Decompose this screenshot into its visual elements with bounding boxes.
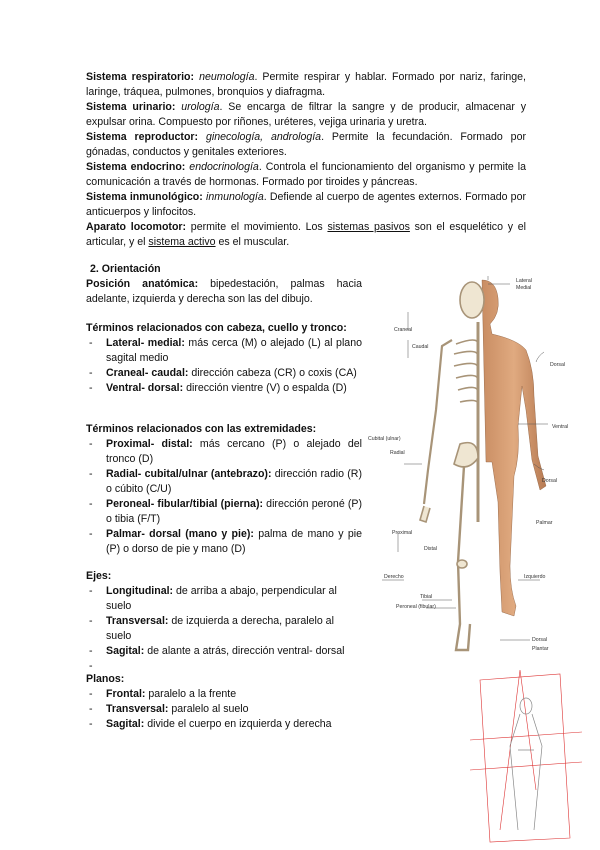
system-name: Sistema respiratorio: (86, 71, 195, 83)
system-text: . Controla el funcionamiento del organismo y permite la comunicación a través de hormonas. Formado por tiroides y páncreas. (86, 161, 527, 189)
pos-label: Posición anatómica: (86, 278, 199, 290)
list-item (86, 717, 362, 732)
term-text: dirección radio (R) o cúbito (C/U) (106, 468, 362, 496)
label-tibial: Tibial (420, 594, 433, 600)
term: Frontal: (106, 688, 146, 700)
term-text: de alante a atrás, dirección ventral- dorsal (144, 645, 345, 658)
system-text: . Se encarga de filtrar la sangre y de producir, almacenar y expulsar orina. Compuesto por riñones, uréteres, vejiga urinaria y uretra. (86, 101, 526, 129)
term-text: dirección cabeza (CR) o coxis (CA) (188, 367, 357, 380)
locomotor-text-1: permite el movimiento. Los (186, 221, 328, 233)
term: Sagital: (106, 718, 145, 731)
plane-body-outline (510, 698, 542, 830)
term-text: dirección vientre (V) o espalda (D) (183, 382, 347, 395)
planes-list (86, 687, 362, 732)
list-item (86, 366, 362, 381)
system-respiratorio (86, 70, 526, 100)
system-text: . Permite la fecundación. Formado por gónadas, conductos y genitales exteriores. (86, 131, 526, 159)
label-palmar: Palmar (536, 520, 553, 526)
term-text: de arriba a abajo, perpendicular al suelo (106, 585, 337, 613)
term: Radial- cubital/ulnar (antebrazo): (106, 468, 272, 481)
label-radial: Radial (390, 450, 405, 456)
term: Craneal- caudal: (106, 367, 189, 380)
plane-lines (470, 670, 582, 842)
term-text: palma de mano y pie (P) o dorso de pie y mano (D) (106, 528, 362, 556)
term: Proximal- distal: (106, 438, 193, 450)
system-name: Sistema reproductor: (86, 131, 199, 143)
term-text: más cerca (M) o alejado (L) al plano sagital medio (106, 337, 362, 365)
list-item (86, 336, 362, 366)
list-item (86, 467, 362, 497)
term-text: divide el cuerpo en izquierda y derecha (144, 718, 332, 731)
pos-text: bipedestación, palmas hacia adelante, izquierda y derecha son las del dibujo. (86, 278, 362, 306)
label-derecho: Derecho (384, 574, 404, 580)
system-name: Aparato locomotor: (86, 221, 187, 233)
aparato-locomotor (86, 220, 526, 250)
system-text: . Defiende al cuerpo de agentes externos. Formado por anticuerpos y linfocitos. (86, 191, 526, 219)
term-text: paralelo a la frente (145, 688, 237, 700)
label-plantar: Plantar (532, 646, 549, 652)
limb-terms-title: Términos relacionados con las extremidades: (86, 423, 317, 435)
term-text: más cercano (P) o alejado del tronco (D) (106, 438, 362, 466)
head-terms-title: Términos relacionados con cabeza, cuello y tronco: (86, 322, 347, 334)
label-caudal: Caudal (412, 344, 429, 350)
system-name: Sistema urinario: (86, 101, 176, 113)
label-distal: Distal (424, 546, 437, 552)
axes-list (86, 584, 362, 674)
locomotor-text-2: son el esquelético y el articular, y el (86, 221, 526, 249)
term: Transversal: (106, 703, 169, 716)
label-cubital: Cubital (ulnar) (368, 436, 401, 442)
label-dorsal-hand: Dorsal (542, 478, 557, 484)
label-dorsal: Dorsal (550, 362, 565, 368)
system-name: Sistema inmunológico: (86, 191, 203, 203)
label-peroneal: Peroneal (fibular) (396, 604, 436, 610)
label-izquierdo: Izquierdo (524, 574, 546, 580)
list-item (86, 702, 362, 717)
system-endocrino (86, 160, 526, 190)
term-text: paralelo al suelo (168, 703, 249, 716)
posicion-anatomica (86, 277, 362, 307)
list-item (86, 659, 362, 674)
term: Longitudinal: (106, 585, 174, 597)
head-terms-list (86, 336, 362, 396)
specialty: urología (181, 101, 220, 113)
list-item (86, 584, 362, 614)
skin-half (482, 280, 546, 616)
label-proximal: Proximal (392, 530, 413, 536)
planes-illustration (460, 670, 592, 845)
specialty: ginecología, andrología (205, 131, 322, 143)
label-medial: Medial (516, 285, 532, 291)
term: Ventral- dorsal: (106, 382, 184, 395)
list-item (86, 437, 362, 467)
locomotor-text-3: es el muscular. (215, 236, 290, 249)
specialty: inmunología (206, 191, 264, 203)
label-craneal: Craneal (394, 327, 413, 333)
specialty: neumología (199, 71, 255, 83)
limb-terms-list (86, 437, 362, 557)
system-name: Sistema endocrino: (86, 161, 186, 173)
system-inmunologico (86, 190, 526, 220)
system-text: . Permite respirar y hablar. Formado por nariz, faringe, laringe, tráquea, pulmones, bronquios y diafragma. (86, 71, 526, 99)
section-heading-orientacion: 2. Orientación (90, 263, 161, 275)
term: Peroneal- fibular/tibial (pierna): (106, 498, 264, 511)
planes-title: Planos: (86, 673, 125, 685)
axes-title: Ejes: (86, 570, 112, 582)
list-item (86, 497, 362, 527)
passive-systems-link: sistemas pasivos (327, 221, 410, 233)
term-text: dirección peroné (P) o tibia (F/T) (106, 498, 362, 526)
system-urinario (86, 100, 526, 130)
list-item (86, 381, 362, 396)
label-ventral: Ventral (552, 424, 569, 430)
specialty: endocrinología (189, 161, 259, 173)
term-text: de izquierda a derecha, paralelo al suelo (106, 615, 334, 643)
term: Palmar- dorsal (mano y pie): (106, 528, 254, 541)
list-item (86, 644, 362, 659)
anatomy-figure (368, 274, 569, 666)
list-item (86, 687, 362, 702)
active-system-link: sistema activo (148, 236, 216, 249)
system-reproductor (86, 130, 526, 160)
label-dorsal-foot: Dorsal (532, 637, 547, 643)
term: Sagital: (106, 645, 145, 658)
term: Transversal: (106, 615, 169, 628)
list-item (86, 614, 362, 644)
term: Lateral- medial: (106, 337, 185, 349)
planes-figure (460, 670, 592, 845)
label-lateral: Lateral (516, 278, 532, 284)
list-item (86, 527, 362, 557)
